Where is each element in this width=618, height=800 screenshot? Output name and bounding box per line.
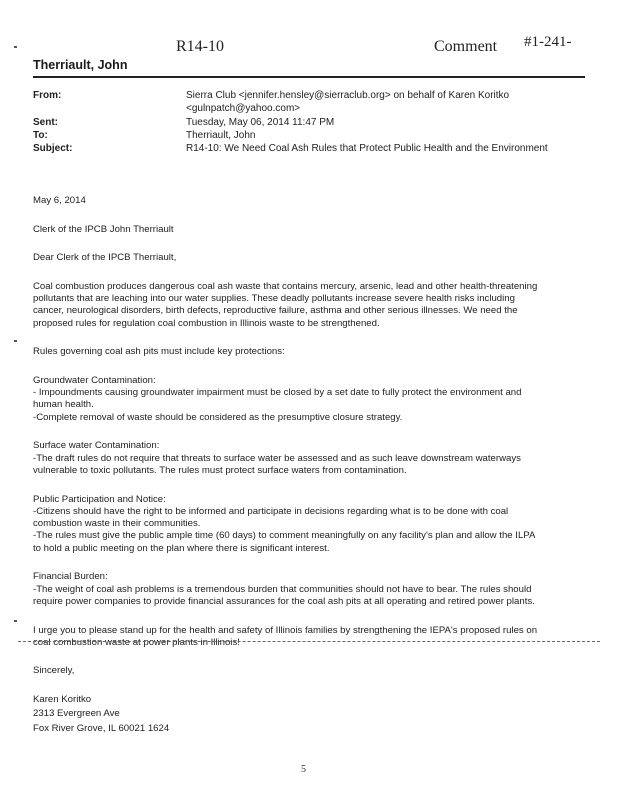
surface-heading: Surface water Contamination:: [33, 440, 160, 452]
participation-line: to hold a public meeting on the plan where there is significant interest.: [33, 542, 330, 554]
letter-date: May 6, 2014: [33, 195, 86, 206]
closing-line: I urge you to please stand up for the health and safety of Illinois families by strengthening the IEPA's proposed rules on: [33, 624, 538, 636]
from-label: From:: [33, 90, 62, 101]
signature-name: Karen Koritko: [33, 693, 92, 705]
subject-value: R14-10: We Need Coal Ash Rules that Protect Public Health and the Environment: [186, 143, 548, 154]
groundwater-line: -Complete removal of waste should be considered as the presumptive closure strategy.: [33, 411, 403, 423]
scan-mark: [14, 620, 17, 622]
signature-city: Fox River Grove, IL 60021 1624: [33, 722, 170, 734]
groundwater-line: human health.: [33, 399, 94, 411]
participation-heading: Public Participation and Notice:: [33, 493, 166, 505]
from-value: Sierra Club <jennifer.hensley@sierraclub.org> on behalf of Karen Koritko: [186, 90, 510, 101]
header-divider: [33, 76, 585, 78]
letter-addressee: Clerk of the IPCB John Therriault: [33, 223, 174, 235]
financial-line: require power companies to provide financial assurances for the coal ash pits at all operating and retired power plants.: [33, 595, 535, 607]
scan-dashed-line: [18, 641, 600, 642]
recipient-name: Therriault, John: [33, 58, 128, 72]
to-label: To:: [33, 130, 48, 141]
from-value-email: <gulnpatch@yahoo.com>: [186, 103, 301, 114]
closing-line: coal combustion waste at power plants in Illinois!: [33, 636, 240, 648]
comment-number: #1-241-: [524, 34, 572, 50]
letter-body: [33, 195, 585, 735]
participation-line: -Citizens should have the right to be informed and participate in decisions regarding what is to be done with coal: [33, 505, 509, 517]
groundwater-heading: Groundwater Contamination:: [33, 374, 156, 386]
surface-line: vulnerable to toxic pollutants. The rules must protect surface waters from contamination.: [33, 464, 407, 476]
rules-intro: Rules governing coal ash pits must include key protections:: [33, 346, 285, 358]
intro-line: proposed rules for regulation coal combustion in Illinois waste to be strengthened.: [33, 317, 380, 329]
financial-line: -The weight of coal ash problems is a tremendous burden that communities should not have to bear. The rules should: [33, 583, 532, 595]
intro-line: cancer, neurological disorders, birth defects, reproductive failure, asthma and other serious illnesses. We need the: [33, 305, 518, 317]
letter-salutation: Dear Clerk of the IPCB Therriault,: [33, 252, 177, 264]
intro-line: pollutants that are leaching into our water supplies. These deadly pollutants increase severe health risks including: [33, 293, 515, 305]
page-number: 5: [301, 764, 306, 775]
signature-street: 2313 Evergreen Ave: [33, 708, 120, 720]
participation-line: combustion waste in their communities.: [33, 518, 201, 530]
sent-value: Tuesday, May 06, 2014 11:47 PM: [186, 117, 335, 128]
signoff: Sincerely,: [33, 665, 75, 677]
scan-mark: [14, 340, 17, 342]
participation-line: -The rules must give the public ample time (60 days) to comment meaningfully on any facility's plan and allow the ILPA: [33, 530, 536, 542]
to-value: Therriault, John: [186, 130, 256, 141]
financial-heading: Financial Burden:: [33, 571, 108, 583]
sent-label: Sent:: [33, 117, 58, 128]
surface-line: -The draft rules do not require that threats to surface water be assessed and as such leave downstream waterways: [33, 452, 521, 464]
docket-number: R14-10: [176, 38, 224, 55]
intro-line: Coal combustion produces dangerous coal ash waste that contains mercury, arsenic, lead and other health-threatening: [33, 280, 538, 292]
scan-mark: [14, 46, 17, 48]
comment-label: Comment: [434, 38, 498, 55]
groundwater-line: - Impoundments causing groundwater impairment must be closed by a set date to fully protect the environment and: [33, 387, 522, 399]
subject-label: Subject:: [33, 143, 73, 154]
